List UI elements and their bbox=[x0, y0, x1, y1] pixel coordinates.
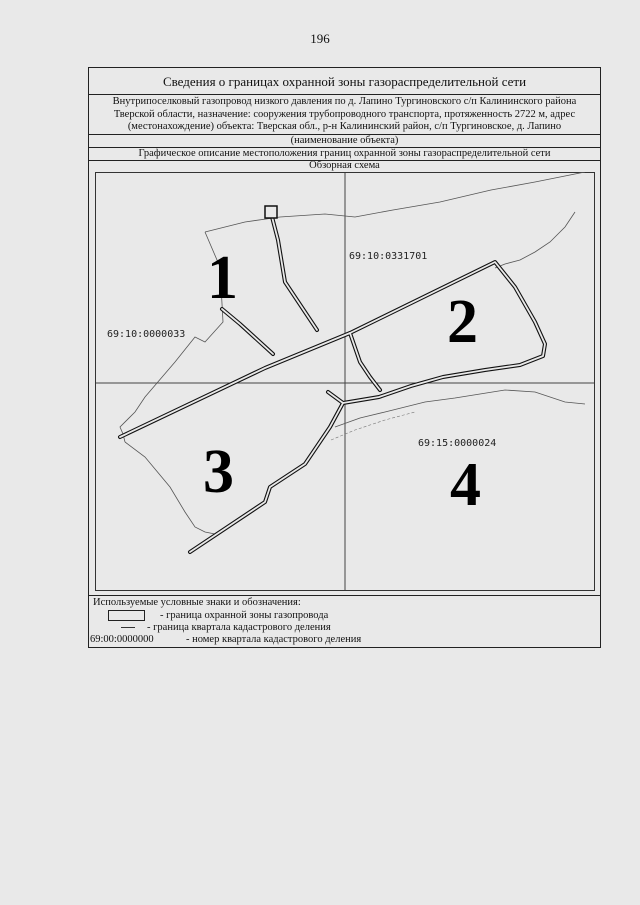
object-description bbox=[89, 95, 600, 135]
legend-text: - граница охранной зоны газопровода bbox=[160, 610, 329, 621]
document-title: Сведения о границах охранной зоны газораспределительной сети bbox=[89, 68, 600, 95]
description-line: Тверской области, назначение: сооружения трубопроводного транспорта, протяженность 2722 м, адрес bbox=[113, 108, 576, 120]
cadastral-dotted-boundary bbox=[331, 412, 415, 440]
quarter-number: 1 bbox=[207, 244, 238, 312]
legend-title: Используемые условные знаки и обозначения: bbox=[93, 597, 301, 608]
land-boundary-southwest bbox=[125, 442, 215, 534]
page-number: 196 bbox=[310, 31, 330, 46]
description-line: Внутрипоселковый газопровод низкого давления по д. Лапино Тургиновского с/п Калининского района bbox=[112, 96, 577, 107]
object-name-caption: (наименование объекта) bbox=[89, 135, 600, 148]
overview-title: Обзорная схема bbox=[309, 160, 380, 171]
zone-boundary-symbol bbox=[108, 610, 145, 621]
overview-map-svg bbox=[95, 172, 595, 591]
quarter-number: 3 bbox=[203, 438, 234, 506]
document-table bbox=[88, 67, 601, 648]
quarter-number-code: 69:00:0000000 bbox=[90, 634, 154, 645]
legend-text: - номер квартала кадастрового деления bbox=[186, 634, 362, 645]
gas-equipment-marker bbox=[265, 206, 277, 218]
land-boundary-east-bank bbox=[335, 390, 585, 427]
description-line: (местонахождение) объекта: Тверская обл., р-н Калининский район, с/п Тургиновское, д. Лапино bbox=[127, 121, 562, 132]
quarter-number: 4 bbox=[450, 451, 481, 519]
cadastral-label: 69:10:0331701 bbox=[349, 251, 428, 262]
overview-map bbox=[95, 172, 595, 591]
quarter-boundary-symbol bbox=[121, 627, 135, 628]
legend-text: - граница квартала кадастрового деления bbox=[147, 622, 331, 633]
legend bbox=[89, 596, 600, 647]
quarter-number: 2 bbox=[447, 288, 478, 356]
graphic-description-heading: Графическое описание местоположения границ охранной зоны газораспределительной сети bbox=[89, 148, 600, 161]
cadastral-label: 69:10:0000033 bbox=[107, 329, 186, 340]
cadastral-label: 69:15:0000024 bbox=[418, 438, 497, 449]
